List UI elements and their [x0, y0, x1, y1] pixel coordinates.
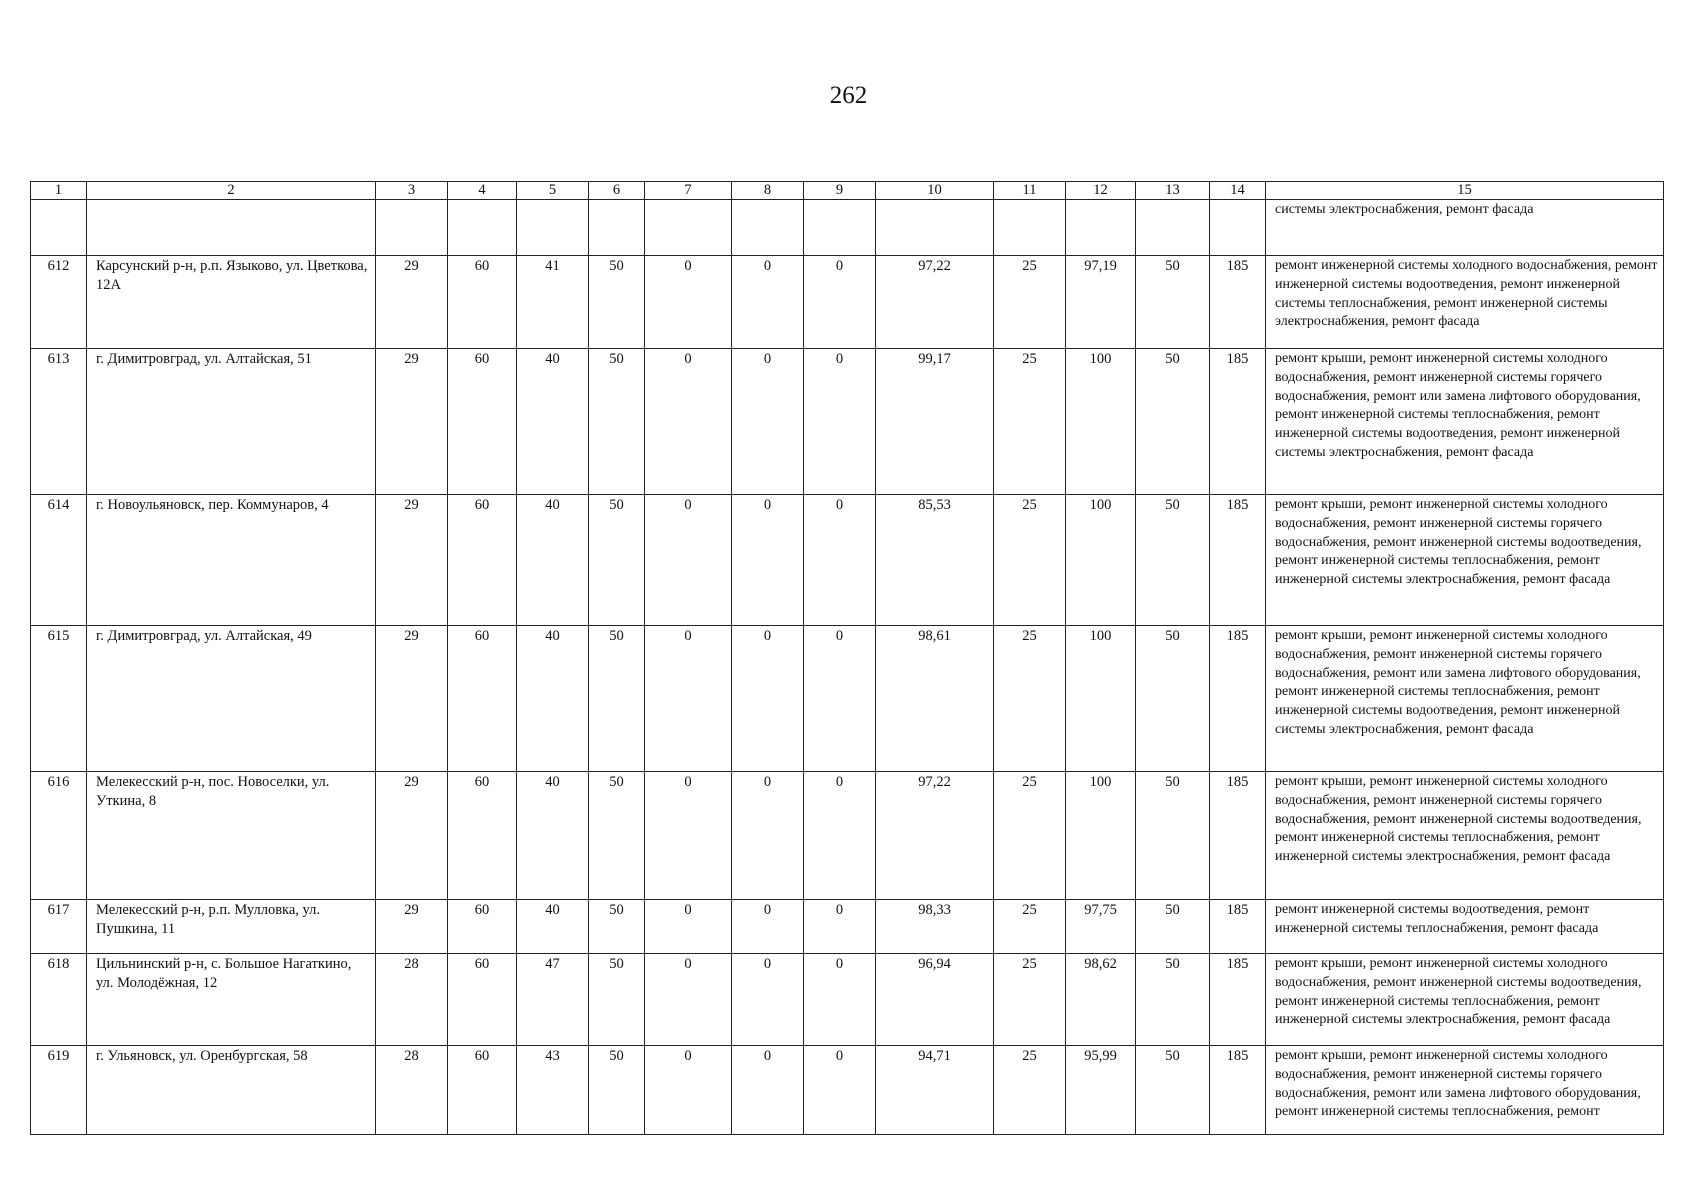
value-cell	[1210, 200, 1266, 256]
value-cell: 50	[1136, 900, 1210, 954]
description-cell: ремонт крыши, ремонт инженерной системы холодного водоснабжения, ремонт инженерной системы горячего водоснабжения, ремонт инженерной системы водоотведения, ремонт инженерной системы теплоснабжения, ремонт инженерной системы электроснабжения, ремонт фасада	[1266, 772, 1664, 900]
value-cell: 40	[517, 626, 589, 772]
value-cell: 29	[376, 495, 448, 626]
description-cell: ремонт инженерной системы холодного водоснабжения, ремонт инженерной системы водоотведения, ремонт инженерной системы теплоснабжения, ремонт инженерной системы электроснабжения, ремонт фасада	[1266, 256, 1664, 349]
column-header: 11	[994, 182, 1066, 200]
column-header: 14	[1210, 182, 1266, 200]
value-cell: 29	[376, 900, 448, 954]
value-cell: 60	[448, 495, 517, 626]
value-cell: 29	[376, 349, 448, 495]
value-cell: 97,75	[1066, 900, 1136, 954]
value-cell: 0	[732, 626, 804, 772]
value-cell: 0	[645, 626, 732, 772]
value-cell	[517, 200, 589, 256]
value-cell: 99,17	[876, 349, 994, 495]
value-cell: 0	[645, 900, 732, 954]
value-cell: 85,53	[876, 495, 994, 626]
value-cell: 25	[994, 256, 1066, 349]
value-cell: 25	[994, 495, 1066, 626]
value-cell	[589, 200, 645, 256]
value-cell: 40	[517, 349, 589, 495]
value-cell	[876, 200, 994, 256]
value-cell: 0	[804, 626, 876, 772]
row-number-cell: 617	[31, 900, 87, 954]
row-number-cell: 618	[31, 954, 87, 1046]
value-cell: 0	[732, 954, 804, 1046]
address-cell: Мелекесский р-н, пос. Новоселки, ул. Уткина, 8	[87, 772, 376, 900]
value-cell: 0	[804, 954, 876, 1046]
value-cell: 60	[448, 256, 517, 349]
value-cell: 29	[376, 256, 448, 349]
value-cell: 0	[645, 349, 732, 495]
address-cell: Карсунский р-н, р.п. Языково, ул. Цветкова, 12А	[87, 256, 376, 349]
value-cell	[804, 200, 876, 256]
value-cell: 25	[994, 1046, 1066, 1135]
value-cell	[448, 200, 517, 256]
value-cell: 50	[1136, 256, 1210, 349]
value-cell: 0	[645, 495, 732, 626]
column-header: 9	[804, 182, 876, 200]
value-cell: 25	[994, 900, 1066, 954]
description-cell: ремонт крыши, ремонт инженерной системы холодного водоснабжения, ремонт инженерной системы горячего водоснабжения, ремонт инженерной системы водоотведения, ремонт инженерной системы теплоснабжения, ремонт инженерной системы электроснабжения, ремонт фасада	[1266, 495, 1664, 626]
value-cell: 97,22	[876, 256, 994, 349]
value-cell: 185	[1210, 772, 1266, 900]
column-header: 13	[1136, 182, 1210, 200]
address-cell: г. Ульяновск, ул. Оренбургская, 58	[87, 1046, 376, 1135]
column-header: 8	[732, 182, 804, 200]
column-header: 5	[517, 182, 589, 200]
value-cell: 96,94	[876, 954, 994, 1046]
value-cell: 40	[517, 772, 589, 900]
value-cell: 100	[1066, 626, 1136, 772]
value-cell: 0	[732, 256, 804, 349]
row-number-cell: 615	[31, 626, 87, 772]
value-cell: 97,19	[1066, 256, 1136, 349]
value-cell: 100	[1066, 495, 1136, 626]
value-cell: 43	[517, 1046, 589, 1135]
value-cell: 100	[1066, 349, 1136, 495]
value-cell: 185	[1210, 900, 1266, 954]
value-cell: 0	[804, 1046, 876, 1135]
value-cell: 50	[1136, 349, 1210, 495]
table-row	[31, 495, 1664, 626]
value-cell: 0	[645, 1046, 732, 1135]
value-cell: 95,99	[1066, 1046, 1136, 1135]
value-cell: 0	[804, 256, 876, 349]
column-header: 12	[1066, 182, 1136, 200]
value-cell: 25	[994, 954, 1066, 1046]
value-cell: 50	[1136, 626, 1210, 772]
value-cell	[994, 200, 1066, 256]
value-cell: 28	[376, 954, 448, 1046]
description-cell: ремонт крыши, ремонт инженерной системы холодного водоснабжения, ремонт инженерной системы горячего водоснабжения, ремонт или замена лифтового оборудования, ремонт инженерной системы теплоснабжения, ремонт	[1266, 1046, 1664, 1135]
column-header: 2	[87, 182, 376, 200]
value-cell: 185	[1210, 256, 1266, 349]
value-cell: 50	[589, 900, 645, 954]
value-cell: 0	[732, 349, 804, 495]
value-cell	[732, 200, 804, 256]
value-cell: 60	[448, 349, 517, 495]
address-cell: г. Новоульяновск, пер. Коммунаров, 4	[87, 495, 376, 626]
value-cell: 185	[1210, 349, 1266, 495]
address-cell: Цильнинский р-н, с. Большое Нагаткино, ул. Молодёжная, 12	[87, 954, 376, 1046]
value-cell: 50	[589, 349, 645, 495]
row-number-cell	[31, 200, 87, 256]
column-header: 10	[876, 182, 994, 200]
value-cell: 29	[376, 772, 448, 900]
value-cell	[1066, 200, 1136, 256]
value-cell: 185	[1210, 1046, 1266, 1135]
description-cell: системы электроснабжения, ремонт фасада	[1266, 200, 1664, 256]
value-cell: 47	[517, 954, 589, 1046]
value-cell: 60	[448, 772, 517, 900]
value-cell: 0	[804, 772, 876, 900]
value-cell: 50	[589, 626, 645, 772]
description-cell: ремонт крыши, ремонт инженерной системы холодного водоснабжения, ремонт инженерной системы водоотведения, ремонт инженерной системы теплоснабжения, ремонт инженерной системы электроснабжения, ремонт фасада	[1266, 954, 1664, 1046]
value-cell: 50	[589, 954, 645, 1046]
column-header: 3	[376, 182, 448, 200]
address-cell	[87, 200, 376, 256]
value-cell: 0	[804, 495, 876, 626]
value-cell: 0	[645, 772, 732, 900]
table-row	[31, 1046, 1664, 1135]
value-cell: 97,22	[876, 772, 994, 900]
value-cell: 100	[1066, 772, 1136, 900]
column-header: 7	[645, 182, 732, 200]
value-cell	[1136, 200, 1210, 256]
description-cell: ремонт крыши, ремонт инженерной системы холодного водоснабжения, ремонт инженерной системы горячего водоснабжения, ремонт или замена лифтового оборудования, ремонт инженерной системы теплоснабжения, ремонт инженерной системы водоотведения, ремонт инженерной системы электроснабжения, ремонт фасада	[1266, 626, 1664, 772]
value-cell: 50	[1136, 954, 1210, 1046]
value-cell: 185	[1210, 495, 1266, 626]
value-cell: 0	[645, 256, 732, 349]
value-cell: 185	[1210, 954, 1266, 1046]
value-cell: 185	[1210, 626, 1266, 772]
page-number: 262	[829, 82, 868, 109]
row-number-cell: 616	[31, 772, 87, 900]
value-cell: 25	[994, 349, 1066, 495]
value-cell: 0	[732, 495, 804, 626]
value-cell: 0	[804, 349, 876, 495]
value-cell: 98,33	[876, 900, 994, 954]
column-header: 4	[448, 182, 517, 200]
column-header: 15	[1266, 182, 1664, 200]
table-row	[31, 772, 1664, 900]
value-cell: 60	[448, 1046, 517, 1135]
value-cell: 40	[517, 495, 589, 626]
value-cell: 0	[732, 1046, 804, 1135]
table-row	[31, 256, 1664, 349]
description-cell: ремонт крыши, ремонт инженерной системы холодного водоснабжения, ремонт инженерной системы горячего водоснабжения, ремонт или замена лифтового оборудования, ремонт инженерной системы теплоснабжения, ремонт инженерной системы водоотведения, ремонт инженерной системы электроснабжения, ремонт фасада	[1266, 349, 1664, 495]
row-number-cell: 619	[31, 1046, 87, 1135]
header-row	[31, 182, 1664, 200]
table-row	[31, 954, 1664, 1046]
value-cell: 28	[376, 1046, 448, 1135]
table-header	[31, 182, 1664, 200]
value-cell: 50	[1136, 495, 1210, 626]
value-cell: 50	[589, 256, 645, 349]
column-header: 6	[589, 182, 645, 200]
value-cell: 41	[517, 256, 589, 349]
value-cell: 98,61	[876, 626, 994, 772]
value-cell: 25	[994, 772, 1066, 900]
data-table	[30, 181, 1664, 1135]
value-cell: 50	[589, 772, 645, 900]
address-cell: г. Димитровград, ул. Алтайская, 49	[87, 626, 376, 772]
value-cell: 60	[448, 954, 517, 1046]
value-cell: 50	[589, 1046, 645, 1135]
description-cell: ремонт инженерной системы водоотведения, ремонт инженерной системы теплоснабжения, ремонт фасада	[1266, 900, 1664, 954]
value-cell: 94,71	[876, 1046, 994, 1135]
value-cell: 0	[732, 772, 804, 900]
table-row	[31, 200, 1664, 256]
value-cell: 50	[1136, 772, 1210, 900]
value-cell	[376, 200, 448, 256]
table-body	[31, 200, 1664, 1135]
address-cell: г. Димитровград, ул. Алтайская, 51	[87, 349, 376, 495]
value-cell: 0	[732, 900, 804, 954]
value-cell: 0	[645, 954, 732, 1046]
value-cell: 98,62	[1066, 954, 1136, 1046]
address-cell: Мелекесский р-н, р.п. Мулловка, ул. Пушкина, 11	[87, 900, 376, 954]
value-cell: 29	[376, 626, 448, 772]
value-cell	[645, 200, 732, 256]
table-row	[31, 626, 1664, 772]
row-number-cell: 614	[31, 495, 87, 626]
table-row	[31, 349, 1664, 495]
column-header: 1	[31, 182, 87, 200]
value-cell: 50	[1136, 1046, 1210, 1135]
row-number-cell: 613	[31, 349, 87, 495]
row-number-cell: 612	[31, 256, 87, 349]
value-cell: 0	[804, 900, 876, 954]
value-cell: 40	[517, 900, 589, 954]
value-cell: 25	[994, 626, 1066, 772]
value-cell: 60	[448, 626, 517, 772]
value-cell: 50	[589, 495, 645, 626]
value-cell: 60	[448, 900, 517, 954]
table-row	[31, 900, 1664, 954]
